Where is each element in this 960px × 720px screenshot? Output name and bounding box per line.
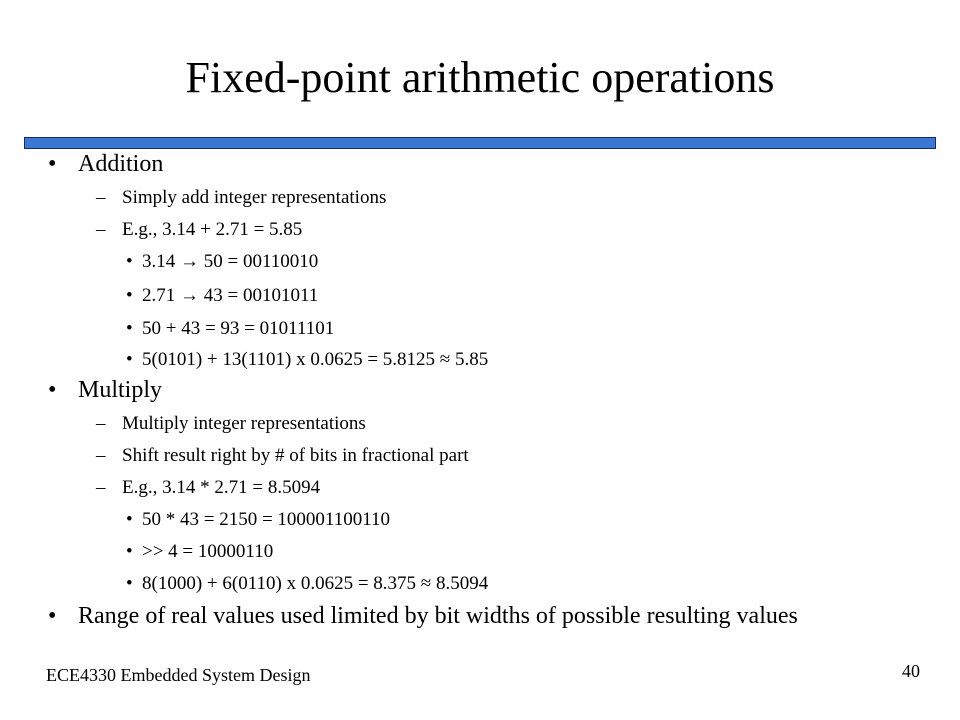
sub-sub-bullet-text: 50 * 43 = 2150 = 100001100110 — [142, 509, 391, 530]
sub-sub-bullet-text: 5(0101) + 13(1101) x 0.0625 = 5.8125 ≈ 5.85 — [142, 349, 489, 370]
sub-sub-bullet-text: 3.14 → 50 = 00110010 — [142, 251, 319, 272]
sub-sub-bullet-text: 2.71 → 43 = 00101011 — [142, 285, 319, 306]
bullet-marker: • — [126, 318, 133, 339]
bullet-marker: • — [126, 541, 133, 562]
slide-page-number: 40 — [902, 661, 920, 681]
bullet-marker: • — [126, 285, 133, 306]
bullet-text: Range of real values used limited by bit widths of possible resulting values — [78, 603, 798, 629]
sub-bullet-text: E.g., 3.14 + 2.71 = 5.85 — [122, 219, 303, 240]
bullet-text: Multiply — [78, 377, 163, 403]
bullet-text: Addition — [78, 151, 164, 177]
dash-marker: – — [96, 219, 106, 240]
bullet-marker: • — [126, 509, 133, 530]
bullet-marker: • — [48, 377, 57, 403]
footer-course-name: ECE4330 Embedded System Design — [46, 665, 311, 685]
sub-sub-bullet-text: 50 + 43 = 93 = 01011101 — [142, 318, 335, 339]
sub-bullet-text: Simply add integer representations — [122, 187, 387, 208]
sub-bullet-text: Multiply integer representations — [122, 413, 366, 434]
sub-sub-bullet-text: 8(1000) + 6(0110) x 0.0625 = 8.375 ≈ 8.5094 — [142, 573, 489, 594]
bullet-marker: • — [126, 349, 133, 370]
bullet-marker: • — [126, 573, 133, 594]
bullet-marker: • — [126, 251, 133, 272]
dash-marker: – — [96, 413, 106, 434]
bullet-marker: • — [48, 151, 57, 177]
dash-marker: – — [96, 187, 106, 208]
dash-marker: – — [96, 477, 106, 498]
slide-title: Fixed-point arithmetic operations — [185, 53, 775, 102]
bullet-marker: • — [48, 603, 57, 629]
sub-sub-bullet-text: >> 4 = 10000110 — [142, 541, 274, 562]
dash-marker: – — [96, 445, 106, 466]
sub-bullet-text: E.g., 3.14 * 2.71 = 8.5094 — [122, 477, 321, 498]
sub-bullet-text: Shift result right by # of bits in fractional part — [122, 445, 469, 466]
